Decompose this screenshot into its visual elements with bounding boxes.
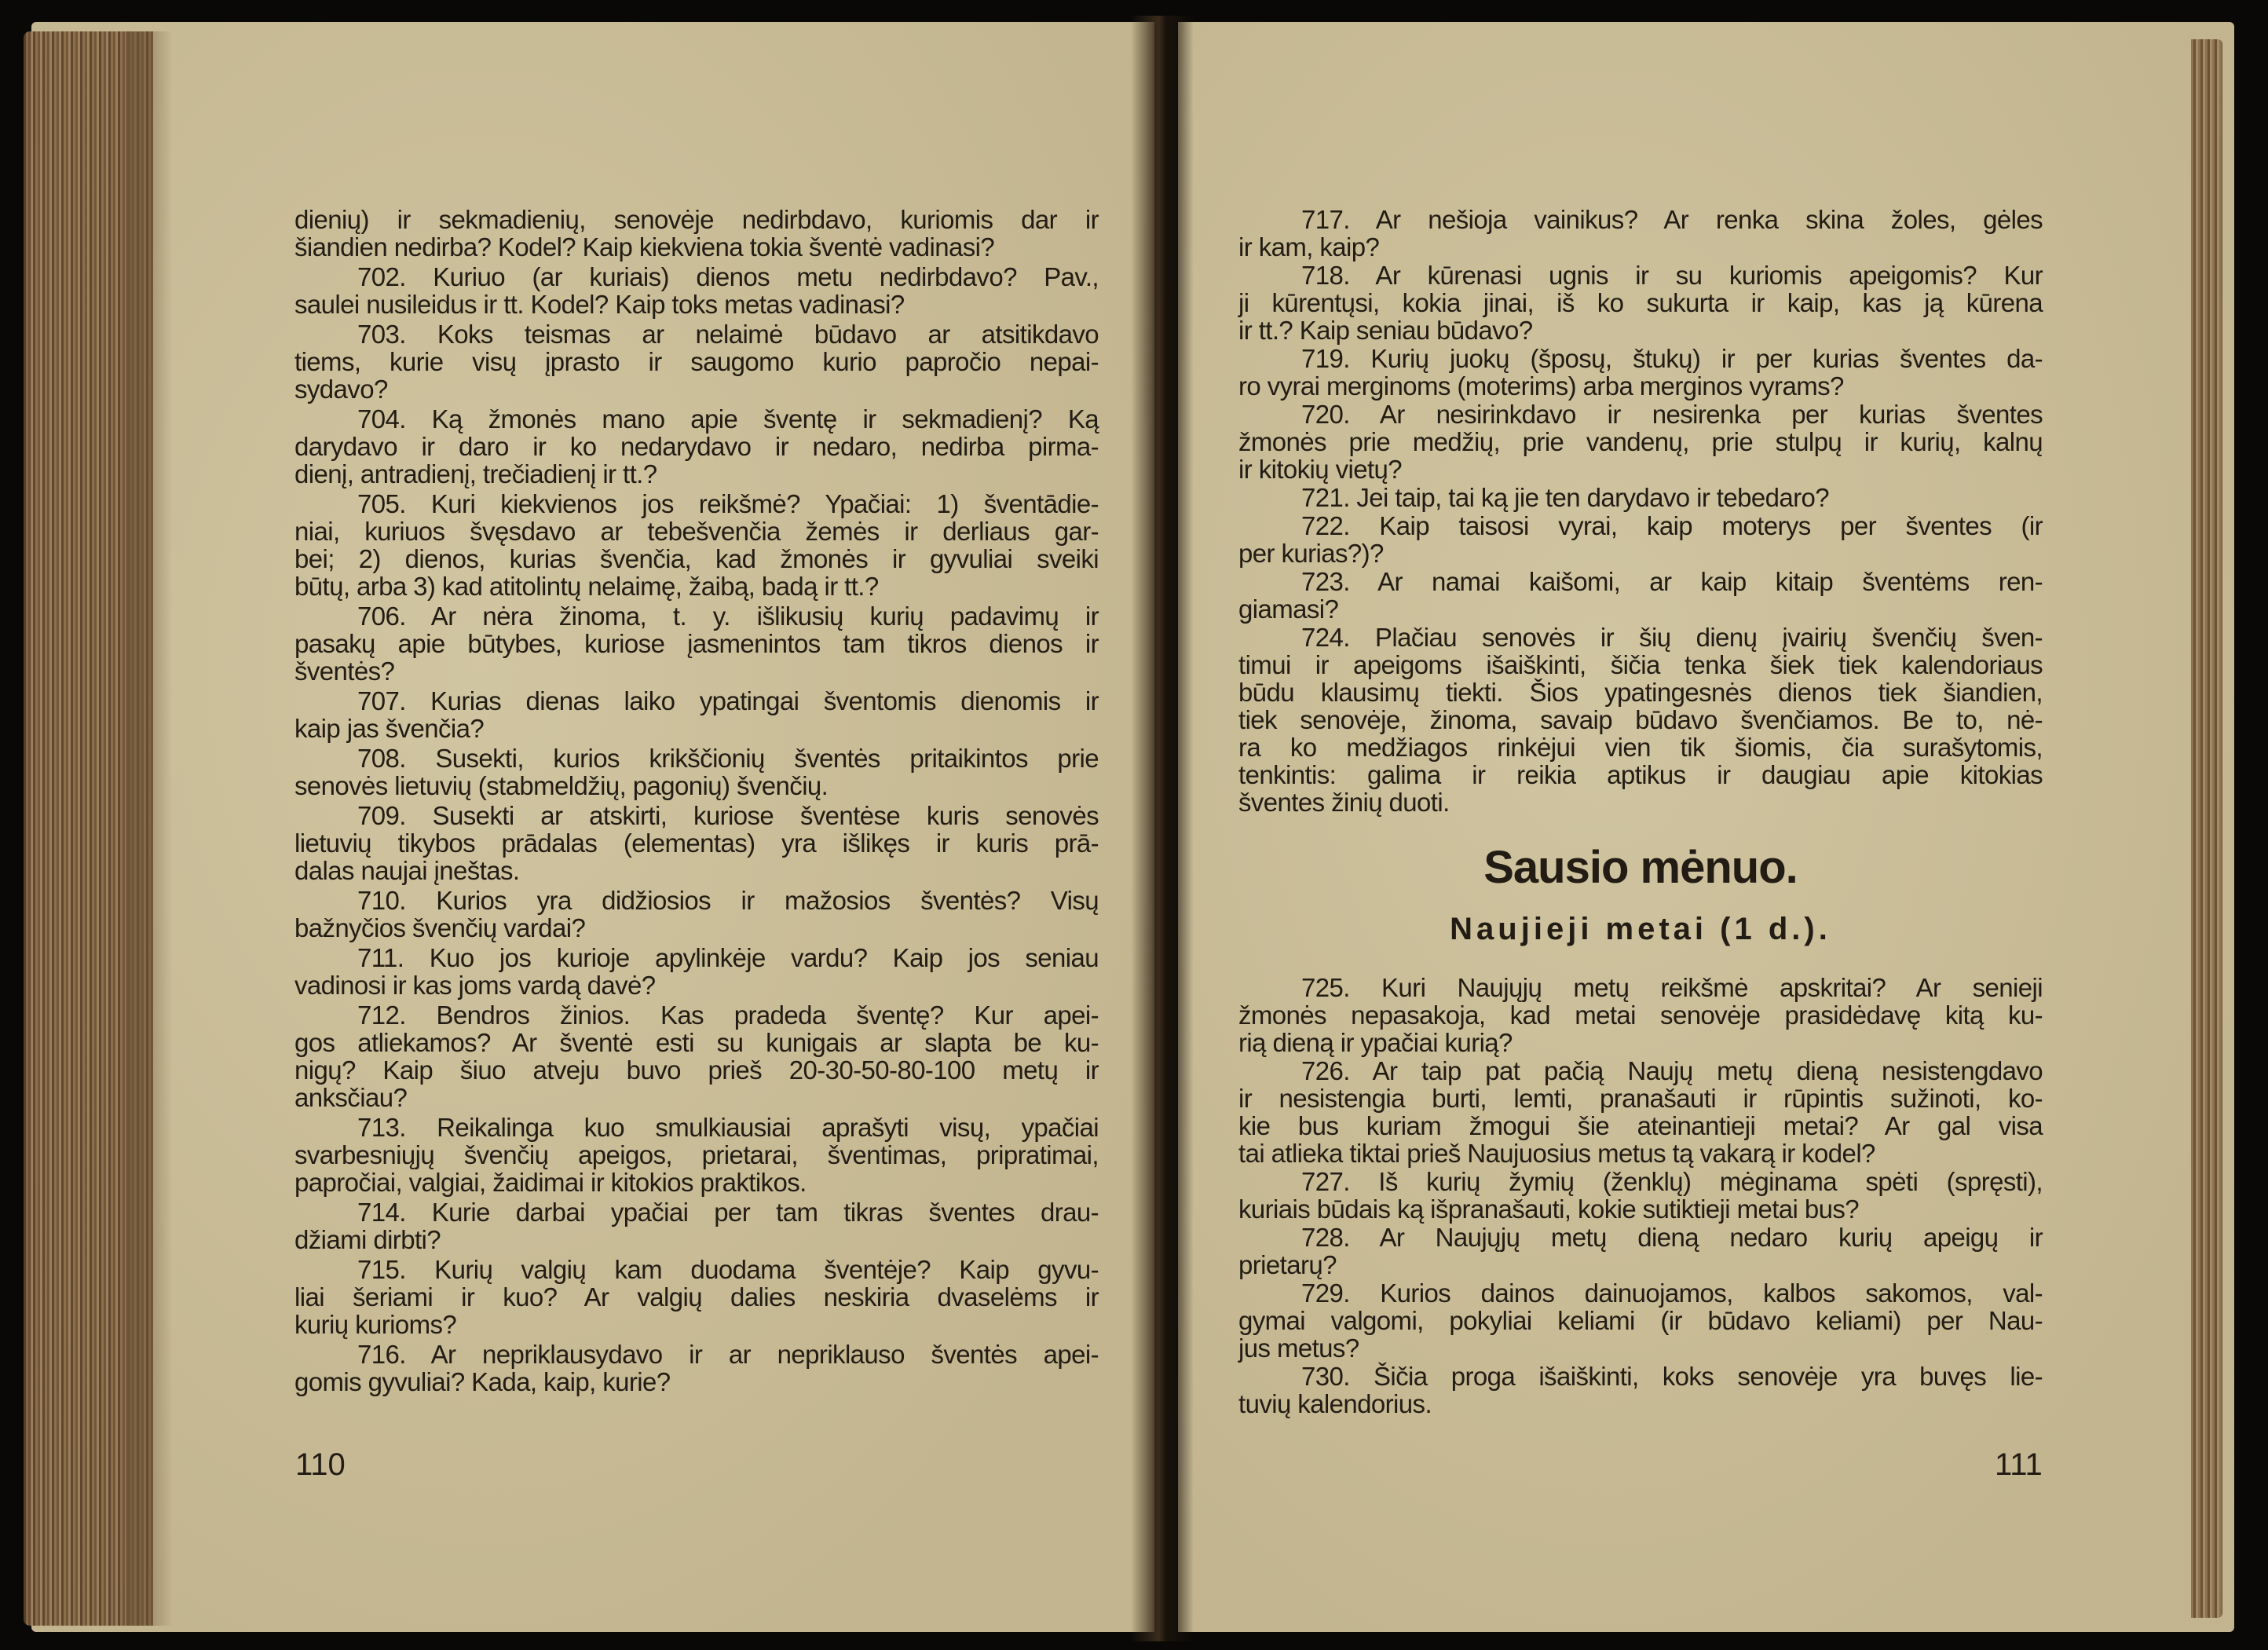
text-line: 718. Ar kūrenasi ugnis ir su kuriomis apeigomis? Kur bbox=[1301, 261, 2043, 290]
question-paragraph bbox=[294, 1256, 1099, 1338]
text-line: sydavo? bbox=[294, 375, 388, 404]
question-paragraph bbox=[1238, 568, 2043, 623]
question-paragraph bbox=[294, 745, 1099, 799]
text-line: 713. Reikalinga kuo smulkiausiai aprašyti visų, ypačiai bbox=[357, 1113, 1099, 1142]
text-line: ir nesistengia burti, lemti, pranašauti ir rūpintis sužinoti, ko- bbox=[1238, 1084, 2043, 1113]
question-paragraph bbox=[294, 802, 1099, 884]
question-paragraph bbox=[294, 206, 1099, 261]
question-paragraph bbox=[1238, 512, 2043, 567]
question-paragraph bbox=[294, 1001, 1099, 1111]
question-paragraph bbox=[1238, 262, 2043, 344]
text-line: anksčiau? bbox=[294, 1083, 408, 1112]
text-line: bei; 2) dienos, kurias švenčia, kad žmonės ir gyvuliai sveiki bbox=[294, 544, 1099, 573]
text-line: kurių kurioms? bbox=[294, 1310, 457, 1339]
text-line: tiems, kurie visų įprasto ir saugomo kurio papročio nepai- bbox=[294, 347, 1099, 376]
text-line: ir kam, kaip? bbox=[1238, 232, 1380, 262]
text-line: darydavo ir daro ir ko nedarydavo ir nedaro, nedirba pirma- bbox=[294, 432, 1099, 461]
question-paragraph bbox=[1238, 206, 2043, 261]
text-line: 710. Kurios yra didžiosios ir mažosios šventės? Visų bbox=[357, 886, 1099, 915]
text-line: žmonės prie medžių, prie vandenų, prie stulpų ir kurių, kalnų bbox=[1238, 427, 2043, 456]
question-paragraph bbox=[294, 944, 1099, 999]
text-line: jus metus? bbox=[1238, 1334, 1359, 1363]
text-line: saulei nusileidus ir tt. Kodel? Kaip toks metas vadinasi? bbox=[294, 290, 905, 319]
text-line: per kurias?)? bbox=[1238, 539, 1384, 568]
left-page-text bbox=[294, 206, 1099, 1398]
text-line: 704. Ką žmonės mano apie šventę ir sekmadienį? Ką bbox=[357, 404, 1099, 434]
page-number: 111 bbox=[1995, 1447, 2043, 1482]
text-line: svarbesniųjų švenčių apeigos, prietarai, šventimas, pripratimai, bbox=[294, 1140, 1099, 1169]
book-page-edges-right bbox=[2191, 39, 2222, 1618]
right-page-text-bottom bbox=[1238, 974, 2043, 1418]
text-line: liai šeriami ir kuo? Ar valgių dalies neskiria dvaselėms ir bbox=[294, 1282, 1099, 1312]
text-line: tiek senovėje, žinoma, savaip būdavo švenčiamos. Be to, nė- bbox=[1238, 705, 2043, 734]
text-line: 711. Kuo jos kurioje apylinkėje vardu? Kaip jos seniau bbox=[357, 943, 1099, 972]
text-line: kaip jas švenčia? bbox=[294, 714, 485, 743]
text-line: kuriais būdais ką išpranašauti, kokie sutiktieji metai bus? bbox=[1238, 1195, 1860, 1224]
question-paragraph bbox=[1238, 1363, 2043, 1418]
text-line: kie bus kuriam žmogui šie ateinantieji metai? Ar gal visa bbox=[1238, 1111, 2043, 1140]
text-line: 703. Koks teismas ar nelaimė būdavo ar atsitikdavo bbox=[357, 320, 1099, 349]
text-line: 729. Kurios dainos dainuojamos, kalbos sakomos, val- bbox=[1301, 1279, 2043, 1308]
text-line: žmonės nepasakoja, kad metai senovėje prasidėdavę kitą ku- bbox=[1238, 1001, 2043, 1030]
question-paragraph bbox=[294, 490, 1099, 600]
text-line: 714. Kurie darbai ypačiai per tam tikras šventes drau- bbox=[357, 1198, 1099, 1227]
question-paragraph bbox=[294, 602, 1099, 685]
text-line: rią dieną ir ypačiai kurią? bbox=[1238, 1028, 1513, 1057]
text-line: ra ko medžiagos rinkėjui vien tik šiomis, čia surašytomis, bbox=[1238, 733, 2043, 762]
text-line: dienį, antradienį, trečiadienį ir tt.? bbox=[294, 459, 657, 488]
text-line: 706. Ar nėra žinoma, t. y. išlikusių kurių padavimų ir bbox=[357, 602, 1099, 631]
text-line: gomis gyvuliai? Kada, kaip, kurie? bbox=[294, 1367, 671, 1396]
question-paragraph bbox=[294, 1341, 1099, 1396]
question-paragraph bbox=[294, 405, 1099, 488]
question-paragraph bbox=[294, 1198, 1099, 1253]
page-shadow bbox=[126, 31, 173, 1626]
text-line: bažnyčios švenčių vardai? bbox=[294, 913, 586, 942]
text-line: vadinosi ir kas joms vardą davė? bbox=[294, 971, 656, 1000]
text-line: lietuvių tikybos prādalas (elementas) yra išlikęs ir kuris prā- bbox=[294, 829, 1099, 858]
text-line: niai, kuriuos švęsdavo ar tebešvenčia žemės ir derliaus gar- bbox=[294, 517, 1099, 546]
book-gutter bbox=[1131, 16, 1194, 1641]
text-line: 702. Kuriuo (ar kuriais) dienos metu nedirbdavo? Pav., bbox=[357, 262, 1099, 291]
text-line: 705. Kuri kiekvienos jos reikšmė? Ypačiai: 1) šventādie- bbox=[357, 489, 1099, 518]
question-paragraph bbox=[294, 687, 1099, 742]
text-line: 723. Ar namai kaišomi, ar kaip kitaip šventėms ren- bbox=[1301, 567, 2043, 596]
text-line: ir kitokių vietų? bbox=[1238, 455, 1403, 484]
text-line: 715. Kurių valgių kam duodama šventėje? Kaip gyvu- bbox=[357, 1255, 1099, 1284]
text-line: 712. Bendros žinios. Kas pradeda šventę? Kur apei- bbox=[357, 1001, 1099, 1030]
text-line: 719. Kurių juokų (šposų, štukų) ir per kurias šventes da- bbox=[1301, 344, 2043, 373]
text-line: dienių) ir sekmadienių, senovėje nedirbdavo, kuriomis dar ir bbox=[294, 205, 1099, 234]
right-page-text-top bbox=[1238, 206, 2043, 817]
text-line: gos atliekamos? Ar šventė esti su kunigais ar slapta be ku- bbox=[294, 1028, 1099, 1057]
text-line: gymai valgomi, pokyliai keliami (ir būdavo keliami) per Nau- bbox=[1238, 1306, 2043, 1335]
text-line: tenkintis: galima ir reikia aptikus ir daugiau apie kitokias bbox=[1238, 760, 2043, 789]
question-paragraph bbox=[1238, 1224, 2043, 1279]
text-line: 728. Ar Naujųjų metų dieną nedaro kurių apeigų ir bbox=[1301, 1223, 2043, 1252]
text-line: papročiai, valgiai, žaidimai ir kitokios praktikos. bbox=[294, 1168, 807, 1197]
text-line: tuvių kalendorius. bbox=[1238, 1389, 1432, 1418]
question-paragraph bbox=[294, 263, 1099, 318]
text-line: giamasi? bbox=[1238, 595, 1339, 624]
text-line: pasakų apie būtybes, kuriose įasmenintos tam tikros dienos ir bbox=[294, 629, 1099, 658]
question-paragraph bbox=[294, 1114, 1099, 1196]
text-line: 716. Ar nepriklausydavo ir ar nepriklauso šventės apei- bbox=[357, 1340, 1099, 1369]
question-paragraph bbox=[1238, 624, 2043, 816]
text-line: 708. Susekti, kurios krikščionių šventės pritaikintos prie bbox=[357, 744, 1099, 773]
text-line: dalas naujai įneštas. bbox=[294, 856, 520, 885]
text-line: 727. Iš kurių žymių (ženklų) mėginama spėti (spręsti), bbox=[1301, 1167, 2043, 1196]
text-line: senovės lietuvių (stabmeldžių, pagonių) švenčių. bbox=[294, 771, 829, 800]
text-line: tai atlieka tiktai prieš Naujuosius metus tą vakarą ir kodel? bbox=[1238, 1139, 1875, 1168]
text-line: šiandien nedirba? Kodel? Kaip kiekviena tokia šventė vadinasi? bbox=[294, 232, 995, 262]
question-paragraph bbox=[294, 320, 1099, 403]
text-line: ji kūrentųsi, kokia jinai, iš ko sukurta ir kaip, kas ją kūrena bbox=[1238, 288, 2043, 317]
question-paragraph bbox=[1238, 345, 2043, 400]
text-line: timui ir apeigoms išaiškinti, šičia tenka šiek tiek kalendoriaus bbox=[1238, 650, 2043, 679]
text-line: 720. Ar nesirinkdavo ir nesirenka per kurias šventes bbox=[1301, 400, 2043, 429]
text-line: 725. Kuri Naujųjų metų reikšmė apskritai? Ar senieji bbox=[1301, 973, 2043, 1002]
section-heading: Naujieji metai (1 d.). bbox=[1450, 912, 1831, 946]
text-line: 730. Šičia proga išaiškinti, koks senovėje yra buvęs lie- bbox=[1301, 1362, 2043, 1391]
question-paragraph bbox=[1238, 401, 2043, 483]
question-paragraph bbox=[1238, 484, 2043, 511]
text-line: būtų, arba 3) kad atitolintų nelaimę, žaibą, badą ir tt.? bbox=[294, 572, 879, 601]
text-line: džiami dirbti? bbox=[294, 1225, 441, 1254]
text-line: 724. Plačiau senovės ir šių dienų įvairių švenčių šven- bbox=[1301, 623, 2043, 652]
text-line: šventes žinių duoti. bbox=[1238, 788, 1450, 817]
question-paragraph bbox=[1238, 1168, 2043, 1223]
text-line: ir tt.? Kaip seniau būdavo? bbox=[1238, 316, 1533, 345]
text-line: 721. Jei taip, tai ką jie ten darydavo ir tebedaro? bbox=[1301, 483, 1830, 512]
question-paragraph bbox=[1238, 974, 2043, 1056]
text-line: 717. Ar nešioja vainikus? Ar renka skina žoles, gėles bbox=[1301, 205, 2043, 234]
text-line: 707. Kurias dienas laiko ypatingai šventomis dienomis ir bbox=[357, 686, 1099, 715]
text-line: prietarų? bbox=[1238, 1250, 1337, 1279]
question-paragraph bbox=[1238, 1279, 2043, 1362]
text-line: ro vyrai merginoms (moterims) arba merginos vyrams? bbox=[1238, 371, 1844, 401]
question-paragraph bbox=[294, 887, 1099, 942]
chapter-heading: Sausio mėnuo. bbox=[1483, 842, 1798, 893]
page-number: 110 bbox=[295, 1447, 346, 1482]
text-line: 709. Susekti ar atskirti, kuriose šventėse kuris senovės bbox=[357, 801, 1099, 830]
text-line: nigų? Kaip šiuo atveju buvo prieš 20-30-50-80-100 metų ir bbox=[294, 1055, 1099, 1085]
text-line: būdu klausimų tiekti. Šios ypatingesnės dienos tiek šiandien, bbox=[1238, 678, 2043, 707]
text-line: 722. Kaip taisosi vyrai, kaip moterys per šventes (ir bbox=[1301, 511, 2043, 540]
text-line: šventės? bbox=[294, 657, 395, 686]
text-line: 726. Ar taip pat pačią Naujų metų dieną nesistengdavo bbox=[1301, 1056, 2043, 1085]
question-paragraph bbox=[1238, 1057, 2043, 1167]
